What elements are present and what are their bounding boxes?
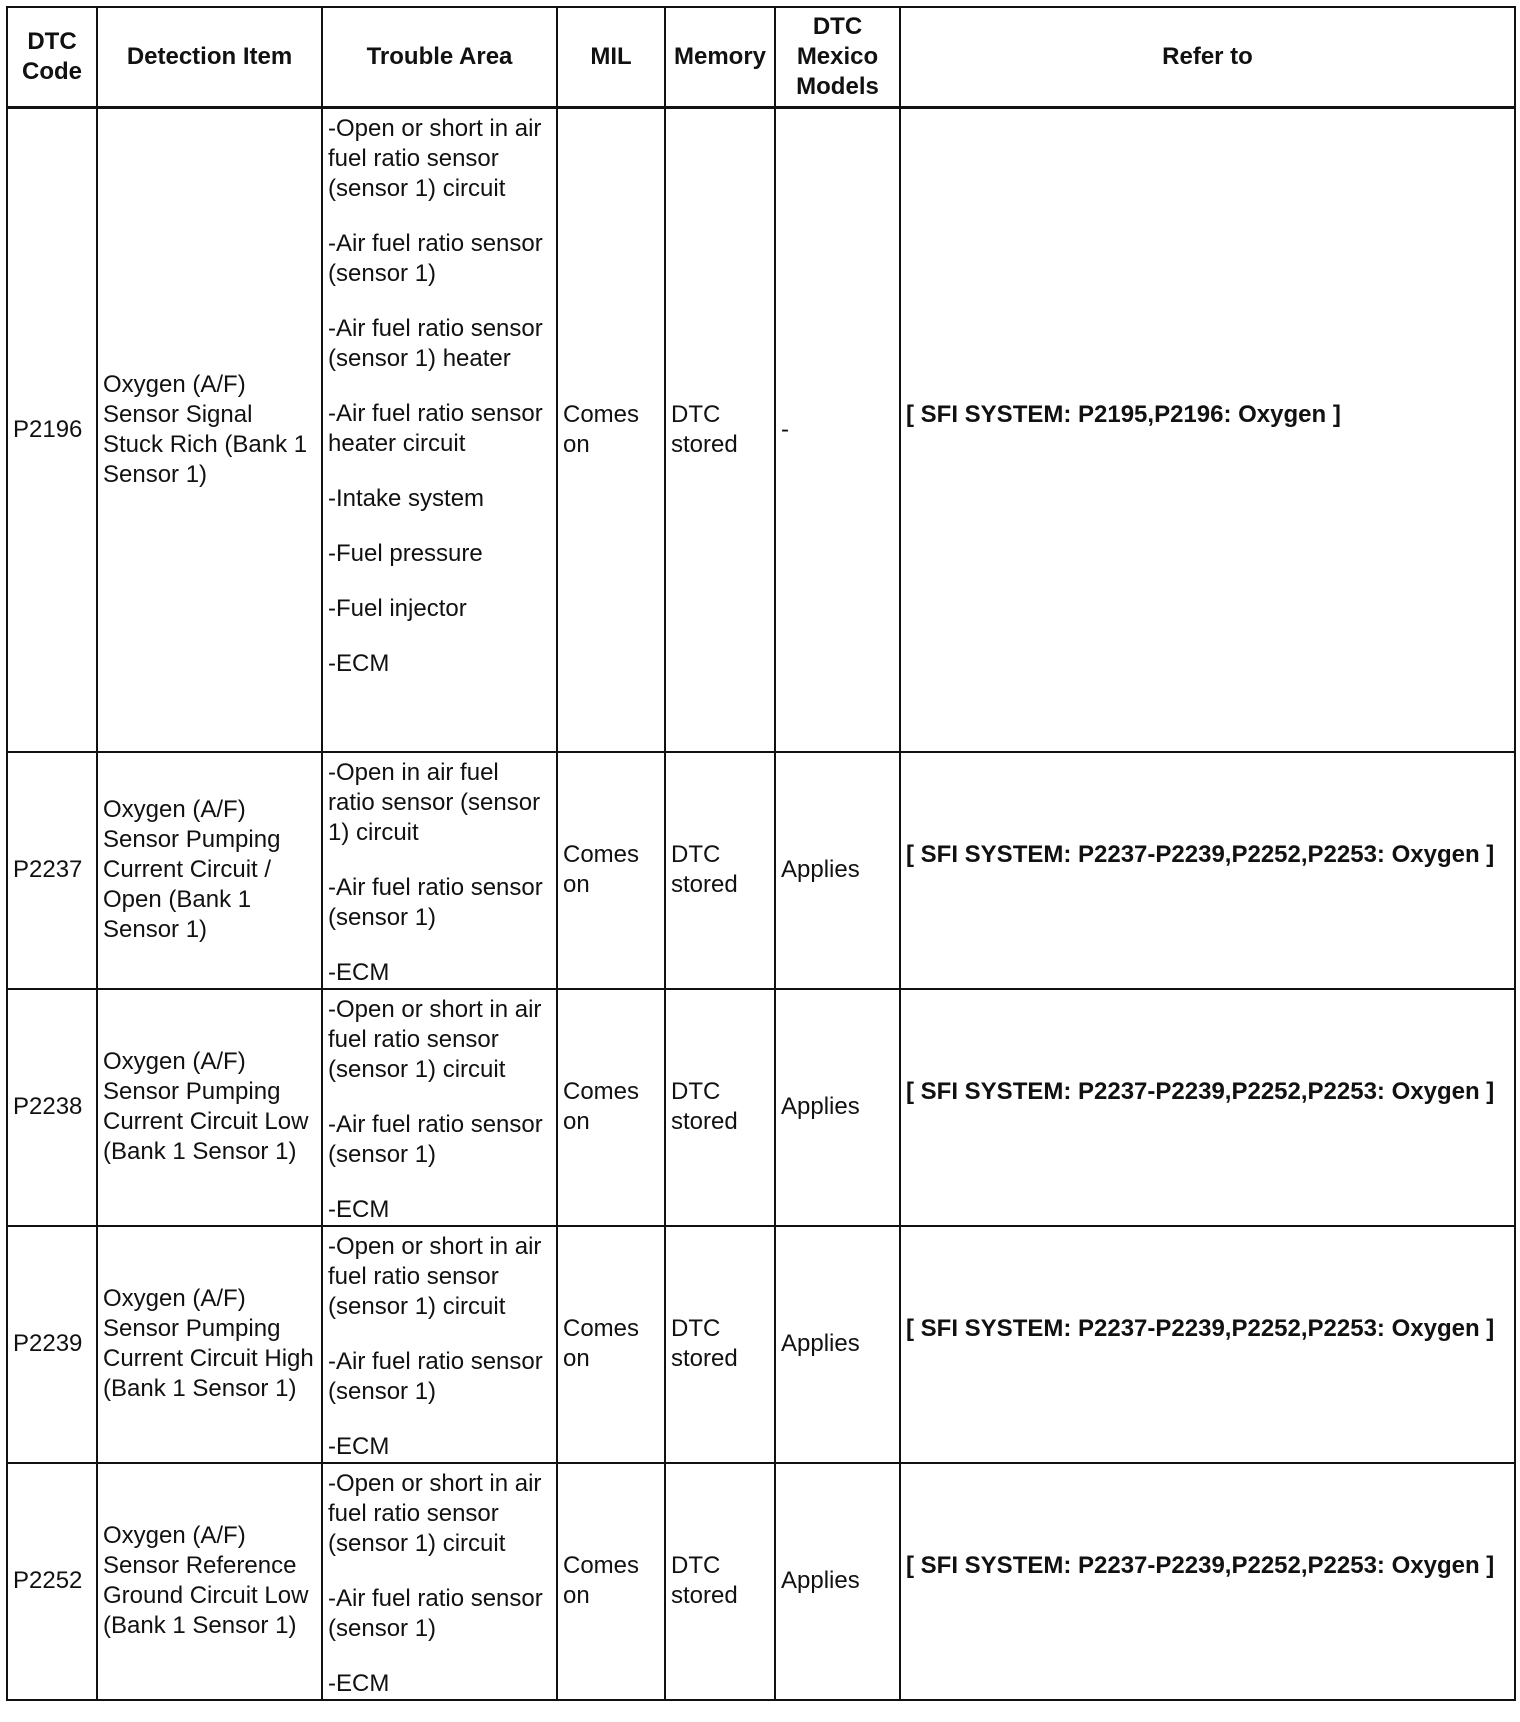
refer-to-link[interactable]: [ SFI SYSTEM: P2237-P2239,P2252,P2253: Oxygen ] xyxy=(906,1315,1495,1342)
trouble-area-item: -Air fuel ratio sensor (sensor 1) xyxy=(328,873,543,931)
mil-cell: Comes on xyxy=(557,108,665,752)
dtc-code-cell: P2239 xyxy=(7,1226,97,1463)
trouble-area-item: -Fuel pressure xyxy=(328,540,483,567)
memory-cell: DTC stored xyxy=(665,752,775,989)
detection-item-cell: Oxygen (A/F) Sensor Pumping Current Circuit Low (Bank 1 Sensor 1) xyxy=(97,989,322,1226)
detection-item-cell: Oxygen (A/F) Sensor Pumping Current Circuit / Open (Bank 1 Sensor 1) xyxy=(97,752,322,989)
trouble-area-item: -Fuel injector xyxy=(328,595,467,622)
trouble-area-item: -Air fuel ratio sensor (sensor 1) xyxy=(328,230,543,287)
dtc-code-cell: P2196 xyxy=(7,108,97,752)
header-detection-item: Detection Item xyxy=(97,7,322,108)
dtc-mexico-cell: Applies xyxy=(775,1463,900,1700)
trouble-area-item: -Open or short in air fuel ratio sensor (sensor 1) circuit xyxy=(328,995,542,1083)
trouble-area-item: -ECM xyxy=(328,1432,390,1460)
mil-cell: Comes on xyxy=(557,752,665,989)
trouble-area-item: -ECM xyxy=(328,958,390,986)
dtc-mexico-cell: Applies xyxy=(775,752,900,989)
detection-item-cell: Oxygen (A/F) Sensor Reference Ground Circuit Low (Bank 1 Sensor 1) xyxy=(97,1463,322,1700)
trouble-area-item: -Air fuel ratio sensor (sensor 1) heater xyxy=(328,315,543,372)
table-row xyxy=(7,752,1515,989)
dtc-code-cell: P2238 xyxy=(7,989,97,1226)
trouble-area-item: -Air fuel ratio sensor (sensor 1) xyxy=(328,1347,543,1405)
refer-to-cell xyxy=(900,989,1515,1226)
dtc-code-cell: P2252 xyxy=(7,1463,97,1700)
table-row xyxy=(7,989,1515,1226)
table-header-row xyxy=(7,7,1515,108)
header-dtc-mexico-models: DTC Mexico Models xyxy=(775,7,900,108)
header-trouble-area: Trouble Area xyxy=(322,7,557,108)
detection-item-cell: Oxygen (A/F) Sensor Pumping Current Circuit High (Bank 1 Sensor 1) xyxy=(97,1226,322,1463)
refer-to-link[interactable]: [ SFI SYSTEM: P2237-P2239,P2252,P2253: Oxygen ] xyxy=(906,1078,1495,1105)
dtc-mexico-cell: Applies xyxy=(775,989,900,1226)
table-row xyxy=(7,108,1515,752)
header-dtc-code: DTC Code xyxy=(7,7,97,108)
memory-cell: DTC stored xyxy=(665,989,775,1226)
trouble-area-cell xyxy=(322,108,557,752)
refer-to-link[interactable]: [ SFI SYSTEM: P2195,P2196: Oxygen ] xyxy=(906,400,1341,428)
refer-to-link[interactable]: [ SFI SYSTEM: P2237-P2239,P2252,P2253: Oxygen ] xyxy=(906,1552,1495,1579)
trouble-area-item: -ECM xyxy=(328,1195,390,1223)
trouble-area-item: -Open or short in air fuel ratio sensor (sensor 1) circuit xyxy=(328,1232,542,1320)
header-refer-to: Refer to xyxy=(900,7,1515,108)
trouble-area-cell xyxy=(322,989,557,1226)
trouble-area-item: -Air fuel ratio sensor (sensor 1) xyxy=(328,1584,543,1642)
table-row xyxy=(7,1226,1515,1463)
trouble-area-item: -Open or short in air fuel ratio sensor (sensor 1) circuit xyxy=(328,1469,542,1557)
mil-cell: Comes on xyxy=(557,989,665,1226)
detection-item-cell: Oxygen (A/F) Sensor Signal Stuck Rich (Bank 1 Sensor 1) xyxy=(97,108,322,752)
mil-cell: Comes on xyxy=(557,1226,665,1463)
trouble-area-cell xyxy=(322,1463,557,1700)
table-row xyxy=(7,1463,1515,1700)
refer-to-cell xyxy=(900,108,1515,752)
memory-cell: DTC stored xyxy=(665,1463,775,1700)
refer-to-link[interactable]: [ SFI SYSTEM: P2237-P2239,P2252,P2253: Oxygen ] xyxy=(906,841,1495,868)
mil-cell: Comes on xyxy=(557,1463,665,1700)
trouble-area-item: -Air fuel ratio sensor heater circuit xyxy=(328,400,543,457)
trouble-area-cell xyxy=(322,752,557,989)
dtc-document xyxy=(6,6,1514,1701)
trouble-area-cell xyxy=(322,1226,557,1463)
trouble-area-item: -Open or short in air fuel ratio sensor (sensor 1) circuit xyxy=(328,115,542,202)
trouble-area-item: -Intake system xyxy=(328,485,485,512)
trouble-area-item: -Open in air fuel ratio sensor (sensor 1) circuit xyxy=(328,758,541,846)
dtc-table xyxy=(6,6,1516,1701)
trouble-area-item: -ECM xyxy=(328,1669,390,1697)
dtc-code-cell: P2237 xyxy=(7,752,97,989)
trouble-area-item: -ECM xyxy=(328,650,390,677)
dtc-mexico-cell: - xyxy=(775,108,900,752)
dtc-mexico-cell: Applies xyxy=(775,1226,900,1463)
header-memory: Memory xyxy=(665,7,775,108)
refer-to-cell xyxy=(900,752,1515,989)
refer-to-cell xyxy=(900,1226,1515,1463)
memory-cell: DTC stored xyxy=(665,1226,775,1463)
refer-to-cell xyxy=(900,1463,1515,1700)
trouble-area-item: -Air fuel ratio sensor (sensor 1) xyxy=(328,1110,543,1168)
memory-cell: DTC stored xyxy=(665,108,775,752)
header-mil: MIL xyxy=(557,7,665,108)
